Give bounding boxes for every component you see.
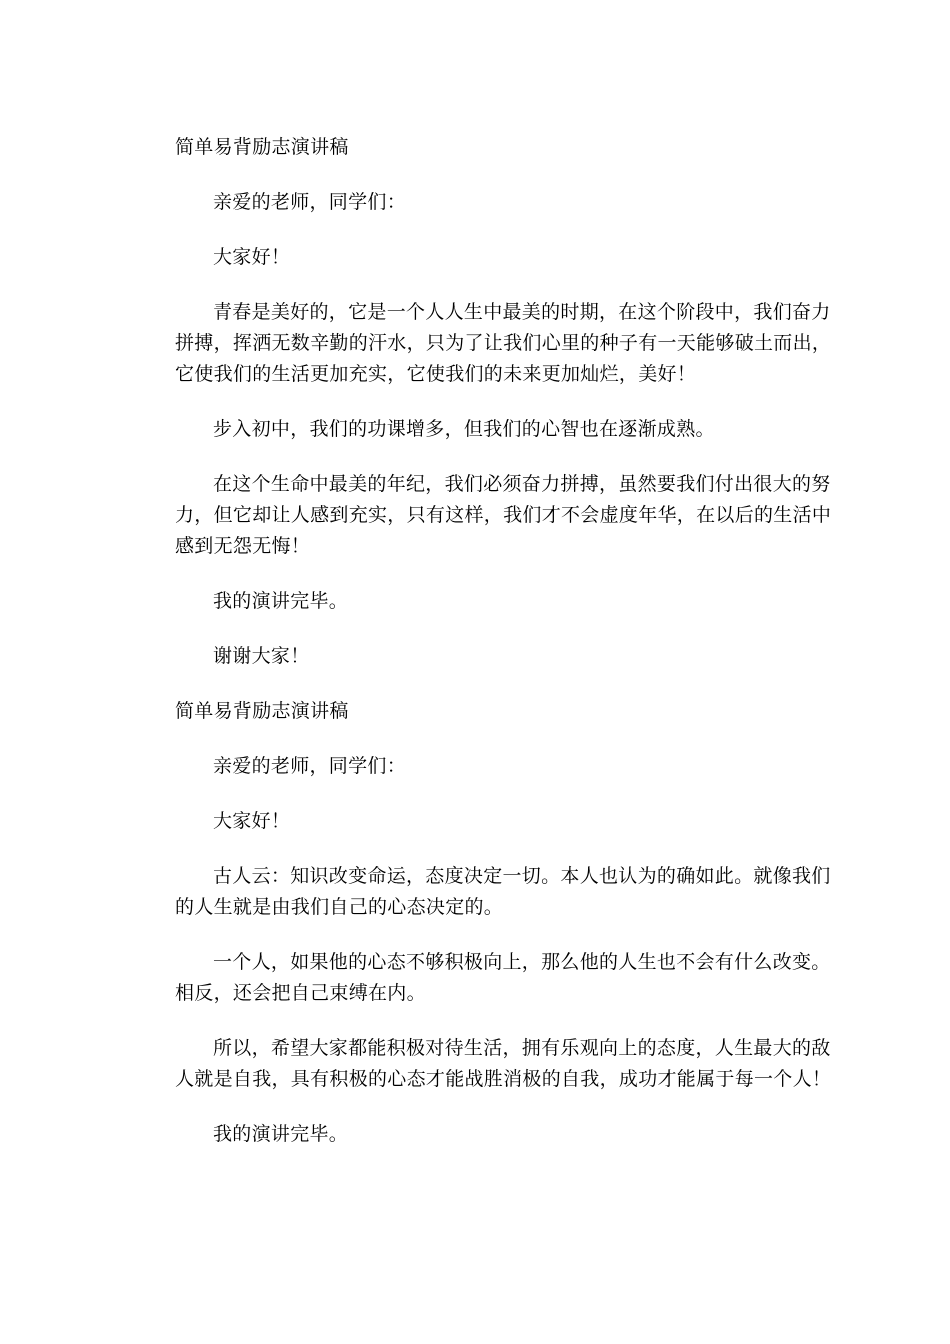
greeting: 亲爱的老师，同学们： bbox=[213, 755, 407, 777]
body-paragraph: 青春是美好的，它是一个人人生中最美的时期，在这个阶段中，我们奋力拼搏，挥洒无数辛勤的汗水，只为了让我们心里的种子有一天能够破土而出，它使我们的生活更加充实，它使我们的未来更加灿烂，美好！ bbox=[175, 301, 832, 385]
closing-line: 我的演讲完毕。 bbox=[213, 590, 349, 612]
body-paragraph: 古人云：知识改变命运，态度决定一切。本人也认为的确如此。就像我们的人生就是由我们自己的心态决定的。 bbox=[175, 865, 831, 918]
thanks-line: 谢谢大家！ bbox=[213, 645, 310, 667]
hello: 大家好！ bbox=[213, 810, 291, 832]
speech-title: 简单易背励志演讲稿 bbox=[175, 136, 349, 158]
body-paragraph: 在这个生命中最美的年纪，我们必须奋力拼搏，虽然要我们付出很大的努力，但它却让人感到充实，只有这样，我们才不会虚度年华，在以后的生活中感到无怨无悔！ bbox=[175, 473, 832, 557]
body-paragraph: 步入初中，我们的功课增多，但我们的心智也在逐渐成熟。 bbox=[213, 418, 715, 440]
speech-title: 简单易背励志演讲稿 bbox=[175, 700, 349, 722]
body-paragraph: 一个人，如果他的心态不够积极向上，那么他的人生也不会有什么改变。相反，还会把自己束缚在内。 bbox=[175, 951, 831, 1004]
hello: 大家好！ bbox=[213, 246, 291, 268]
document-body bbox=[175, 132, 835, 1174]
body-paragraph: 所以，希望大家都能积极对待生活，拥有乐观向上的态度，人生最大的敌人就是自我，具有积极的心态才能战胜消极的自我，成功才能属于每一个人！ bbox=[175, 1037, 832, 1090]
closing-line: 我的演讲完毕。 bbox=[213, 1123, 349, 1145]
greeting: 亲爱的老师，同学们： bbox=[213, 191, 407, 213]
